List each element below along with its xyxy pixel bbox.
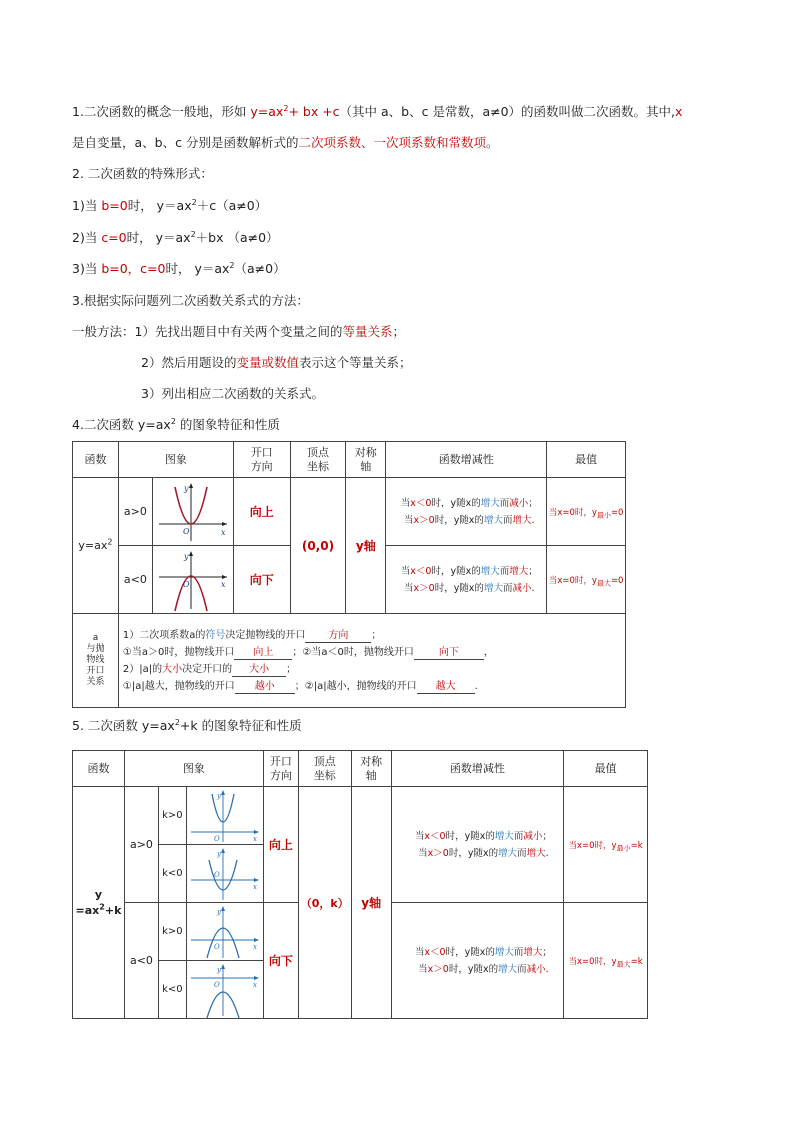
y-axis-label: y [216,907,221,916]
parabola-up-kneg-graph [187,846,263,902]
monotonic-down: 当x＜0时，y随x的增大而增大； 当x＞0时，y随x的增大而减小. [391,903,564,1019]
definition-line-2: 是自变量，a、b、c 分别是函数解析式的二次项系数、一次项系数和常数项。 [72,135,499,150]
header-function: 函数 [73,442,119,478]
method-step-2: 2）然后用题设的变量或数值表示这个等量关系； [141,355,412,370]
header-opening: 开口 方向 [233,442,290,478]
dir-up: 向上 [263,787,298,903]
cond-k-pos: k>0 [158,787,186,845]
cond-a-pos: a>0 [118,478,152,546]
special-form-3: 3)当 b=0，c=0时， $y=ax^2(a\ne 0)$ [72,260,286,276]
function-cell: $y=ax^2$ [73,478,119,614]
header-function: 函数 [73,751,125,787]
y-axis-label: y [216,965,221,974]
method-step-3: 3）列出相应二次函数的关系式。 [141,386,324,401]
header-extremum: 最值 [564,751,648,787]
x-axis-label: x [252,942,257,951]
monotonic-down: 当x＜0时，y随x的增大而增大； 当x＞0时，y随x的增大而减小. [386,546,547,614]
y-axis-label: y [183,483,189,493]
header-vertex: 顶点 坐标 [298,751,351,787]
x-axis-label: x [220,579,226,589]
header-monotonicity: 函数增减性 [386,442,547,478]
cond-k-pos: k>0 [158,903,186,961]
dir-up: 向上 [233,478,290,546]
header-graph: 图象 [118,442,233,478]
definition-text: 1.二次函数的概念一般地，形如 [72,104,251,119]
origin-label: O [182,579,190,589]
parabola-down-kpos-graph [187,904,263,960]
parabola-up-kpos-graph [187,788,263,844]
cond-k-neg: k<0 [158,845,186,903]
cond-a-neg: a<0 [118,546,152,614]
header-extremum: 最值 [547,442,626,478]
cond-k-neg: k<0 [158,961,186,1019]
axis-cell: y轴 [346,478,386,614]
table-y-ax2 [72,441,626,708]
header-vertex: 顶点 坐标 [290,442,346,478]
vertex-cell: （0，k） [298,787,351,1019]
monotonic-up: 当x＜0时，y随x的增大而减小； 当x＞0时，y随x的增大而增大. [391,787,564,903]
origin-label: O [213,870,220,879]
dir-down: 向下 [263,903,298,1019]
graph-down [152,546,233,614]
extremum-min: 当x=0时，$y_{最小}=0$ [547,478,626,546]
vertex-cell: (0,0) [290,478,346,614]
definition-formula: $y=ax^2+$ bx +c [250,103,340,119]
section-4-title: 4.二次函数 $y=ax^2$ 的图象特征和性质 [72,416,280,432]
section-3-title: 3.根据实际问题列二次函数关系式的方法： [72,293,309,308]
parabola-down-graph [153,547,233,613]
header-axis: 对称 轴 [346,442,386,478]
extremum-max: 当x=0时，$y_{最大}=0$ [547,546,626,614]
definition-line-1 [72,104,682,120]
parabola-up-graph [153,479,233,545]
monotonic-up: 当x＜0时，y随x的增大而减小； 当x＞0时，y随x的增大而增大. [386,478,547,546]
y-axis-label: y [216,791,221,800]
relation-notes: 1）二次项系数a的符号决定抛物线的开口 方向 ； ①当a＞0时，抛物线开口 向上 ；②当a＜0时，抛物线开口 向下 ， 2）|a|的大小决定开口的 大小 ； ①|a|越大，抛物线的开口 越小 ；②|a|越小，抛物线的开口 越大 . [118,614,625,708]
table-y-ax2-plus-k [72,750,648,1019]
special-form-2: 2)当 c=0时， $y=ax^2+bx$ （a≠0） [72,229,279,245]
graph-up [152,478,233,546]
x-axis-label: x [252,980,257,989]
axis-cell: y轴 [351,787,391,1019]
section-5-title: 5. 二次函数 $y=ax^2+k$ 的图象特征和性质 [72,717,302,733]
origin-label: O [182,526,190,536]
method-step-1: 一般方法：1）先找出题目中有关两个变量之间的等量关系； [72,324,405,339]
header-axis: 对称 轴 [351,751,391,787]
graph-down-kpos [186,903,263,961]
extremum-max: 当x=0时，$y_{最大}=k$ [564,903,648,1019]
x-axis-label: x [252,882,257,891]
header-graph: 图象 [124,751,263,787]
origin-label: O [213,834,220,843]
x-axis-label: x [252,834,257,843]
header-opening: 开口 方向 [263,751,298,787]
header-monotonicity: 函数增减性 [391,751,564,787]
parabola-down-kneg-graph [187,962,263,1018]
x-axis-label: x [220,527,226,537]
graph-up-kpos [186,787,263,845]
function-cell: y $=ax^2+k$ [73,787,125,1019]
section-2-title: 2. 二次函数的特殊形式： [72,166,213,181]
y-axis-label: y [216,849,221,858]
cond-a-pos: a>0 [124,787,158,903]
y-axis-label: y [183,551,189,561]
dir-down: 向下 [233,546,290,614]
graph-down-kneg [186,961,263,1019]
cond-a-neg: a<0 [124,903,158,1019]
special-form-1: 1)当 b=0时， $y=ax^2+c(a\ne 0)$ [72,197,268,213]
variable-x: x [675,104,683,119]
definition-text-2: （其中 a、b、c 是常数，a≠0）的函数叫做二次函数。其中, [339,104,676,119]
relation-label: a 与抛 物线 开口 关系 [73,614,119,708]
graph-up-kneg [186,845,263,903]
extremum-min: 当x=0时，$y_{最小}=k$ [564,787,648,903]
origin-label: O [213,942,220,951]
origin-label: O [213,980,220,989]
